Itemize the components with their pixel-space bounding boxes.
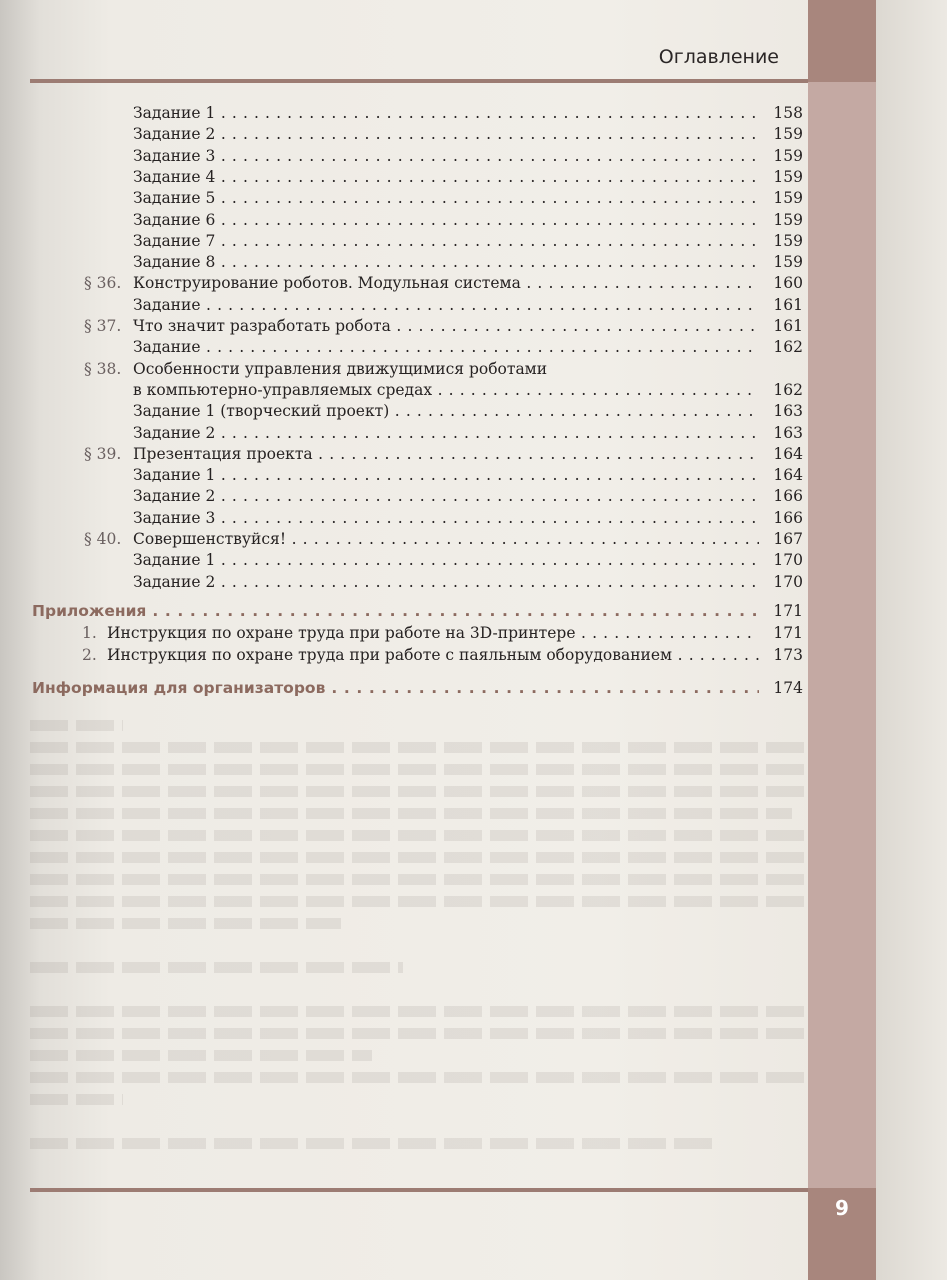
section-number: § 38. xyxy=(84,359,122,378)
toc-entry-label: Задание 3 . . . xyxy=(133,145,759,167)
toc-entry-label: Задание 3 . . . xyxy=(133,507,759,529)
section-number: § 37. xyxy=(84,317,122,335)
toc-entry-page: 163 xyxy=(773,402,803,421)
toc-entry-label: Задание 1 (творческий проект) . . . xyxy=(133,400,759,422)
info-page: 174 xyxy=(773,679,803,697)
toc-entry-label: Задание 4 . . . xyxy=(133,166,759,188)
toc-entry-page: 159 xyxy=(773,231,803,250)
toc-entry-page: 161 xyxy=(773,295,803,314)
toc-entry-label: Задание 1 . . . xyxy=(133,102,759,124)
toc-entry xyxy=(0,145,947,167)
toc-entry-label: Конструирование роботов. Модульная система . . . xyxy=(133,272,759,294)
toc-entry xyxy=(0,251,947,273)
toc-entry-page: 159 xyxy=(773,253,803,272)
toc-entry xyxy=(0,379,947,401)
toc-entry-page: 166 xyxy=(773,508,803,527)
appendix-label: Приложения . . . xyxy=(32,600,759,622)
toc-entry xyxy=(0,230,947,252)
toc-entry-label: Задание 1 . . . xyxy=(133,464,759,486)
toc-entry-label: Задание . . . xyxy=(133,294,759,316)
toc-entry-page: 164 xyxy=(773,466,803,485)
appendix-item-label: Инструкция по охране труда при работе на 3D-принтере . . . xyxy=(107,622,759,644)
appendix-item-label: Инструкция по охране труда при работе с паяльным оборудованием . . . xyxy=(107,644,759,666)
toc-entry-page: 162 xyxy=(773,380,803,399)
toc-entry-page: 159 xyxy=(773,189,803,208)
toc-entry xyxy=(0,336,947,358)
appendix-item-page: 171 xyxy=(773,624,803,642)
toc-entry-label: Задание 7 . . . xyxy=(133,230,759,252)
toc-entry xyxy=(0,358,947,380)
appendix-item-number: 1. xyxy=(82,624,97,642)
toc-entry-label: Особенности управления движущимися роботами xyxy=(133,359,548,378)
running-header-title: Оглавление xyxy=(658,46,779,68)
toc-entry xyxy=(0,187,947,209)
section-number: § 36. xyxy=(84,274,122,293)
section-number: § 40. xyxy=(84,530,122,548)
toc-entry-label: в компьютерно-управляемых средах . . . xyxy=(133,379,759,401)
toc-entry-page: 159 xyxy=(773,125,803,144)
appendix-item xyxy=(0,622,947,644)
toc-entry-page: 170 xyxy=(773,572,803,591)
toc-entry xyxy=(0,315,947,337)
appendix-page: 171 xyxy=(773,602,803,620)
toc-entry xyxy=(0,528,947,550)
section-number: § 39. xyxy=(84,444,122,463)
toc-entry-label: Задание 6 . . . xyxy=(133,209,759,231)
toc-entry xyxy=(0,507,947,529)
toc-entry-label: Что значит разработать робота . . . xyxy=(133,315,759,337)
toc-entry xyxy=(0,571,947,593)
toc-entry-label: Задание 2 . . . xyxy=(133,571,759,593)
toc-entry xyxy=(0,209,947,231)
toc-entry-page: 160 xyxy=(773,274,803,293)
toc-entry xyxy=(0,123,947,145)
toc-entry-page: 159 xyxy=(773,210,803,229)
appendix-item-page: 173 xyxy=(773,646,803,664)
toc-entry-page: 158 xyxy=(773,104,803,122)
toc-entry xyxy=(0,422,947,444)
toc-entry xyxy=(0,294,947,316)
toc-entry xyxy=(0,485,947,507)
toc-entry-page: 159 xyxy=(773,146,803,165)
toc-entry-page: 159 xyxy=(773,167,803,186)
toc-entry-page: 166 xyxy=(773,487,803,506)
toc-entry-label: Задание 2 . . . xyxy=(133,422,759,444)
toc-entry-page: 170 xyxy=(773,551,803,570)
toc-entry-label: Совершенствуйся! . . . xyxy=(133,528,759,550)
toc-entry xyxy=(0,443,947,465)
toc-entry xyxy=(0,272,947,294)
toc-entry-page: 161 xyxy=(773,317,803,335)
toc-entry-label: Задание 8 . . . xyxy=(133,251,759,273)
toc-entry-page: 164 xyxy=(773,444,803,463)
toc-entry-label: Задание . . . xyxy=(133,336,759,358)
toc-entry-page: 167 xyxy=(773,530,803,548)
toc-entry xyxy=(0,166,947,188)
appendix-item xyxy=(0,644,947,666)
toc-entry-page: 162 xyxy=(773,338,803,357)
toc-entry-label: Задание 2 . . . xyxy=(133,123,759,145)
toc-entry xyxy=(0,102,947,124)
toc-entry-label: Задание 1 . . . xyxy=(133,549,759,571)
toc-entry-label: Презентация проекта . . . xyxy=(133,443,759,465)
toc-info-heading xyxy=(0,677,947,699)
toc-entry-page: 163 xyxy=(773,423,803,442)
appendix-item-number: 2. xyxy=(82,646,97,664)
page-number: 9 xyxy=(835,1196,849,1220)
toc-entry-label: Задание 2 . . . xyxy=(133,485,759,507)
toc-entry xyxy=(0,464,947,486)
toc-entry xyxy=(0,549,947,571)
toc-entry xyxy=(0,400,947,422)
toc-entry-label: Задание 5 . . . xyxy=(133,187,759,209)
info-label: Информация для организаторов . . . xyxy=(32,677,759,699)
toc-appendix-heading xyxy=(0,600,947,622)
